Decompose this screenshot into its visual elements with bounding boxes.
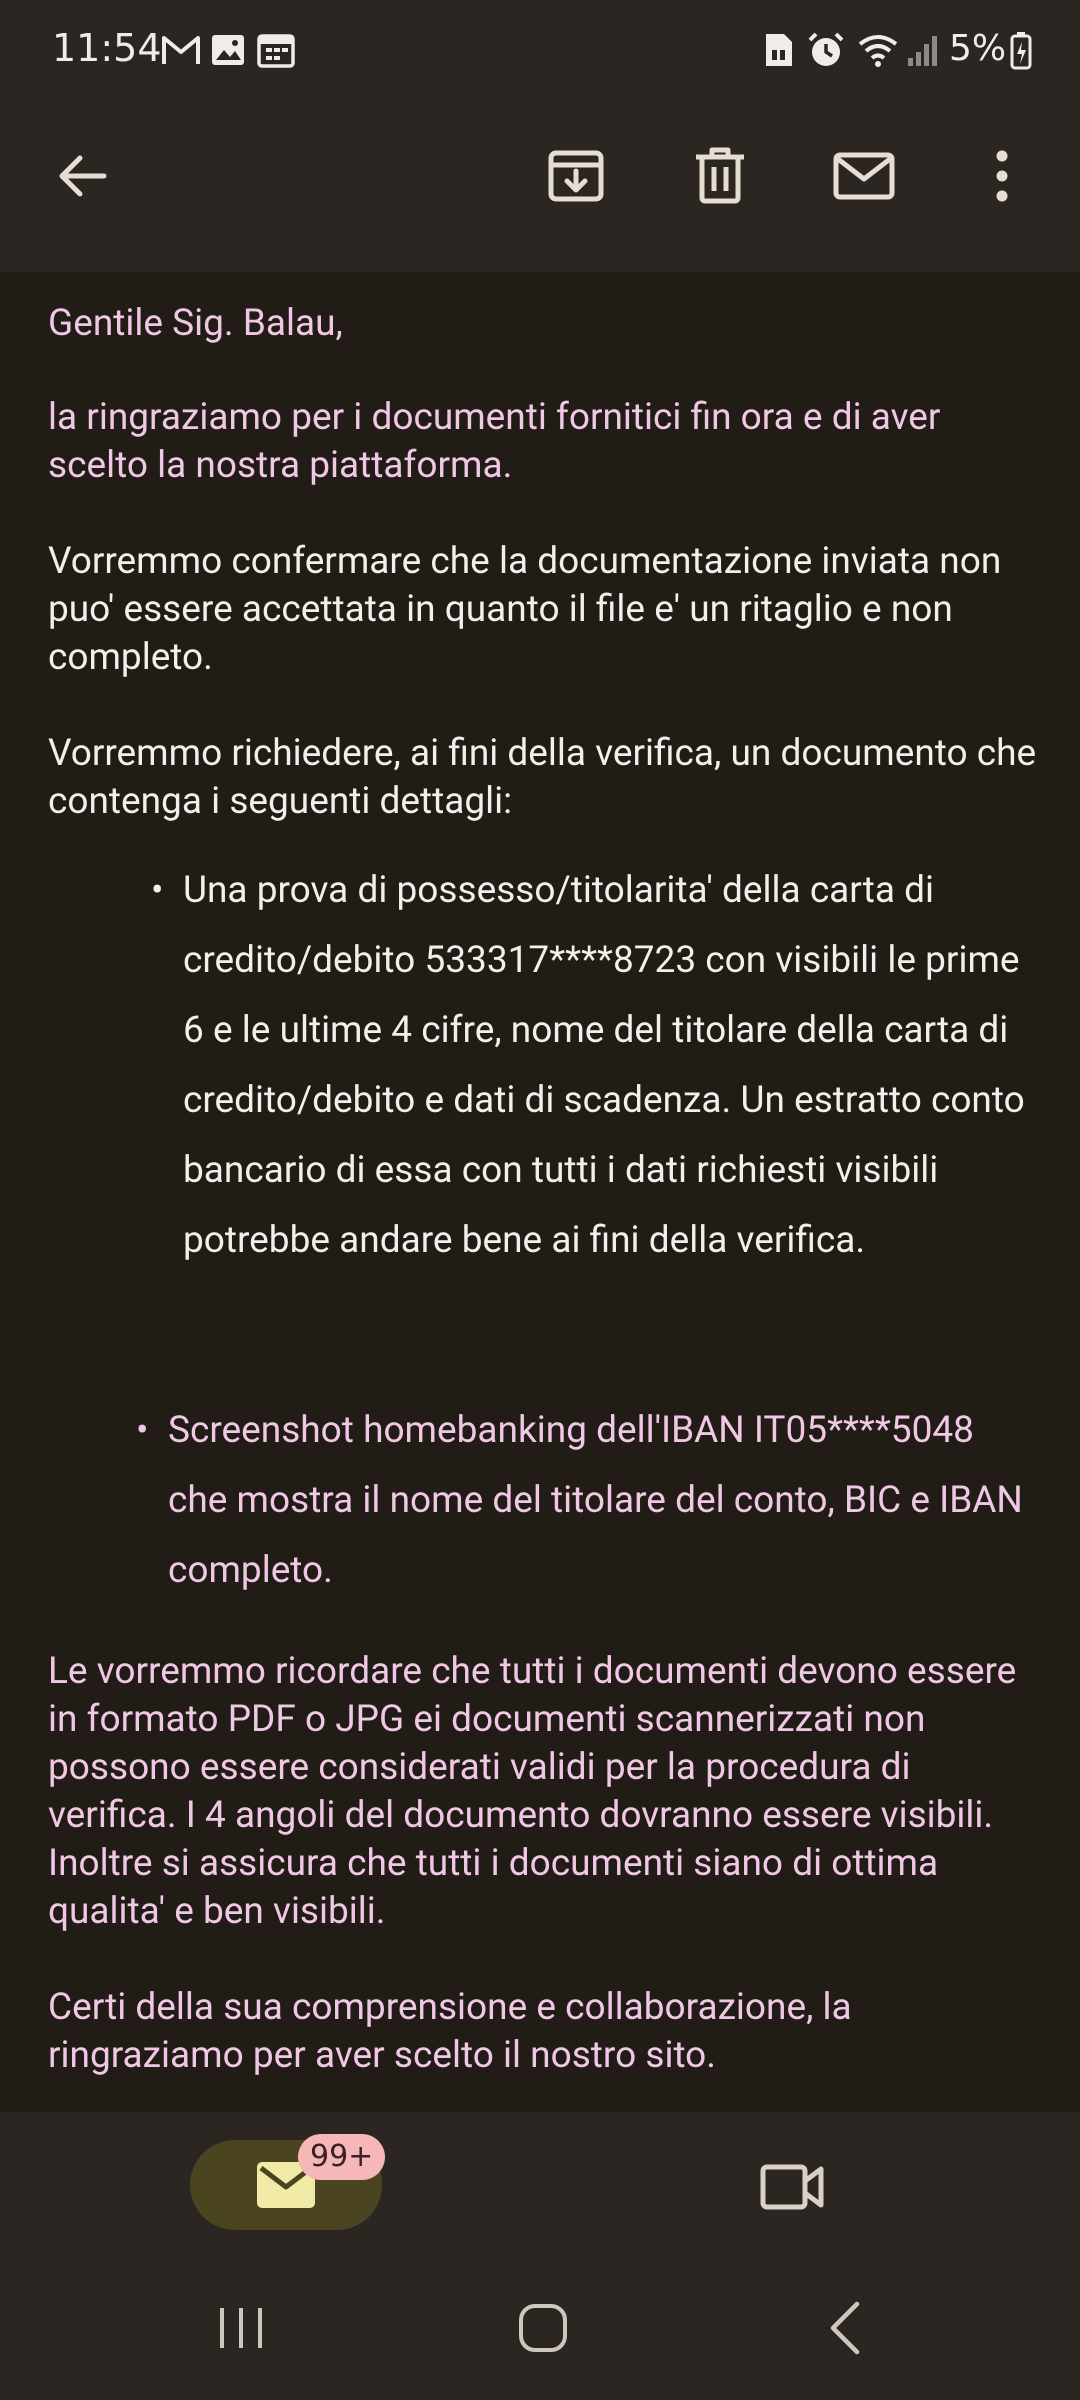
requirements-list-1 (151, 856, 1043, 1276)
signal-icon (906, 30, 942, 70)
back-button[interactable] (42, 136, 122, 216)
email-paragraph-4: Le vorremmo ricordare che tutti i documenti devono essere in formato PDF o JPG ei documenti scannerizzati non possono essere considerati validi per la procedura di verifica. I 4 angoli del documento dovranno essere visibili. Inoltre si assicura che tutti i documenti siano di ottima qualita' e ben visibili. (48, 1650, 1017, 1933)
recent-apps-button[interactable] (196, 2288, 286, 2368)
recent-apps-icon (216, 2304, 266, 2352)
meet-tab[interactable] (752, 2152, 832, 2222)
requirements-list-2 (136, 1396, 1028, 1606)
email-paragraph-1: la ringraziamo per i documenti fornitici fin ora e di aver scelto la nostra piattaforma. (48, 396, 941, 487)
more-vert-icon (992, 146, 1012, 206)
unread-count-badge: 99+ (298, 2134, 385, 2180)
mark-unread-icon (832, 149, 896, 203)
bullet-text-card-proof: Una prova di possesso/titolarita' della carta di credito/debito 533317****8723 con visibili le prime 6 e le ultime 4 cifre, nome del titolare della carta di credito/debito e dati di scadenza. Un estratto conto bancario di essa con tutti i dati richiesti visibili potrebbe andare bene ai fini della verifica. (183, 869, 1025, 1262)
battery-icon (1010, 30, 1032, 70)
email-paragraph-3: Vorremmo richiedere, ai fini della verifica, un documento che contenga i seguenti dettagli: (48, 732, 1037, 823)
list-item: • Una prova di possesso/titolarita' della carta di credito/debito 533317****8723 con visibili le prime 6 e le ultime 4 cifre, nome del titolare della carta di credito/debito e dati di scadenza. Un estratto conto bancario di essa con tutti i dati richiesti visibili potrebbe andare bene ai fini della verifica. (151, 869, 1025, 1262)
email-greeting: Gentile Sig. Balau, (48, 302, 343, 345)
status-bar (0, 0, 1080, 100)
chevron-left-icon (827, 2300, 863, 2356)
delete-icon (692, 145, 748, 207)
video-icon (759, 2161, 825, 2213)
system-navigation-bar (0, 2258, 1080, 2400)
delete-button[interactable] (680, 136, 760, 216)
image-icon (210, 30, 246, 70)
mark-unread-button[interactable] (824, 136, 904, 216)
alarm-icon (806, 30, 846, 70)
calendar-icon (256, 30, 296, 70)
email-body (0, 272, 1080, 2112)
email-toolbar (0, 100, 1080, 272)
list-item: • Screenshot homebanking dell'IBAN IT05****5048 che mostra il nome del titolare del conto, BIC e IBAN completo. (136, 1409, 1023, 1592)
bullet-text-iban-proof: Screenshot homebanking dell'IBAN IT05****5048 che mostra il nome del titolare del conto, BIC e IBAN completo. (168, 1409, 1023, 1592)
battery-level: 5% (949, 28, 1007, 69)
archive-icon (545, 145, 607, 207)
email-paragraph-2: Vorremmo confermare che la documentazione inviata non puo' essere accettata in quanto il file e' un ritaglio e non completo. (48, 540, 1002, 679)
archive-button[interactable] (536, 136, 616, 216)
email-paragraph-5: Certi della sua comprensione e collaborazione, la ringraziamo per aver scelto il nostro sito. (48, 1986, 852, 2077)
more-options-button[interactable] (962, 136, 1042, 216)
arrow-left-icon (52, 146, 112, 206)
home-button[interactable] (498, 2288, 588, 2368)
wifi-icon (856, 30, 900, 70)
status-time: 11:54 (52, 26, 162, 70)
gmail-icon (160, 30, 202, 70)
bottom-navigation (0, 2112, 1080, 2258)
back-nav-button[interactable] (800, 2288, 890, 2368)
home-icon (517, 2302, 569, 2354)
sim-icon (762, 30, 796, 70)
